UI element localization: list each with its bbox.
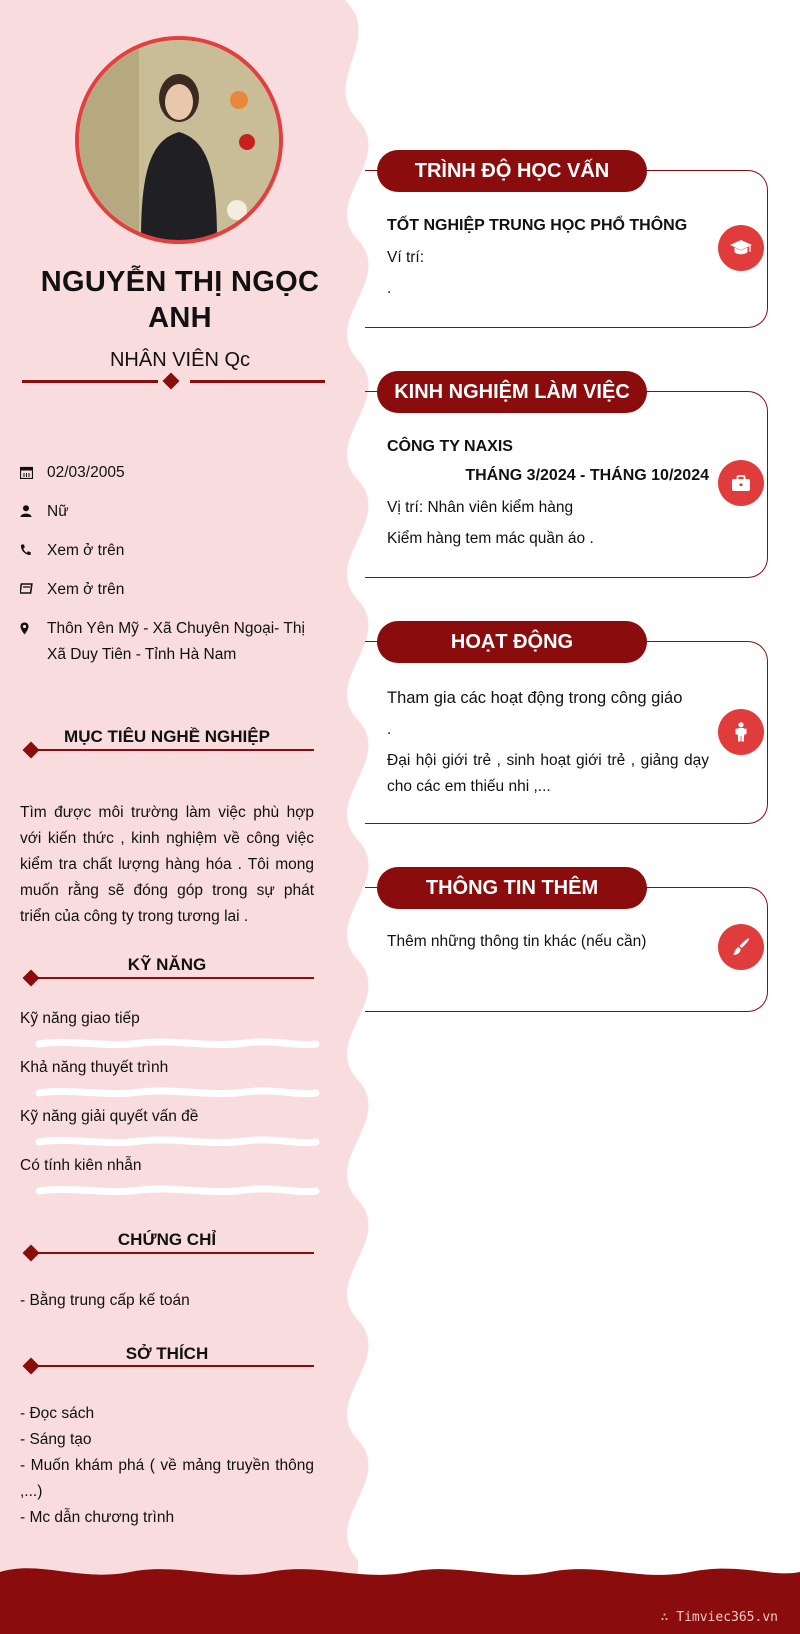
skill-level-wave <box>35 1185 320 1197</box>
education-title: TRÌNH ĐỘ HỌC VẤN <box>377 150 647 192</box>
additional-title: THÔNG TIN THÊM <box>377 867 647 909</box>
education-position: Ví trí: <box>387 249 425 266</box>
education-school: TỐT NGHIỆP TRUNG HỌC PHỔ THÔNG <box>387 217 688 234</box>
skill-item: Có tính kiên nhẫn <box>20 1157 142 1174</box>
activities-title: HOẠT ĐỘNG <box>377 621 647 663</box>
map-marker-icon <box>20 616 47 668</box>
paintbrush-icon <box>718 924 764 970</box>
additional-text: Thêm những thông tin khác (nếu cần) <box>387 933 647 950</box>
envelope-icon <box>20 577 47 603</box>
contact-gender <box>20 499 320 525</box>
profile-photo <box>75 36 283 244</box>
email-value: Xem ở trên <box>47 581 125 598</box>
gender-value: Nữ <box>47 503 69 520</box>
footer-watermark[interactable]: ∴ Timviec365.vn <box>660 1610 778 1625</box>
skill-item: Kỹ năng giải quyết vấn đề <box>20 1108 199 1125</box>
contact-email <box>20 577 320 603</box>
title-divider-left <box>22 380 158 383</box>
objective-text: Tìm được môi trường làm việc phù hợp với kiến thức , kinh nghiệm về công việc kiểm tra chất lượng hàng hóa . Tôi mong muốn rằng sẽ đóng góp trong sự phát triển của công ty trong tương lai . <box>20 804 314 925</box>
education-box <box>365 170 768 328</box>
person-icon <box>718 709 764 755</box>
skill-item: Kỹ năng giao tiếp <box>20 1010 140 1027</box>
hobbies-title: SỞ THÍCH <box>125 1344 209 1363</box>
education-detail: . <box>387 280 392 297</box>
user-icon <box>20 499 47 525</box>
certificate-item: - Bằng trung cấp kế toán <box>20 1292 190 1309</box>
skill-level-wave <box>35 1087 320 1099</box>
skill-level-wave <box>35 1136 320 1148</box>
experience-period: THÁNG 3/2024 - THÁNG 10/2024 <box>465 467 709 484</box>
hobby-item: - Sáng tạo <box>20 1431 92 1448</box>
birthday-value: 02/03/2005 <box>47 464 125 481</box>
certificates-title: CHỨNG CHỈ <box>117 1230 217 1249</box>
experience-company: CÔNG TY NAXIS <box>387 438 513 455</box>
skill-item: Khả năng thuyết trình <box>20 1059 169 1076</box>
phone-value: Xem ở trên <box>47 542 125 559</box>
skill-level-wave <box>35 1038 320 1050</box>
certificates-underline <box>32 1252 314 1254</box>
contact-address <box>20 616 320 668</box>
hobbies-list <box>20 1401 314 1531</box>
hobby-item: - Mc dẫn chương trình <box>20 1509 175 1526</box>
objective-underline <box>32 749 314 751</box>
address-value: Thôn Yên Mỹ - Xã Chuyên Ngoại- Thị Xã Duy Tiên - Tỉnh Hà Nam <box>47 620 305 663</box>
experience-title: KINH NGHIỆM LÀM VIỆC <box>377 371 647 413</box>
title-divider-right <box>190 380 325 383</box>
hobby-item: - Muốn khám phá ( về mảng truyền thông ,...) <box>20 1457 314 1500</box>
contact-phone <box>20 538 320 564</box>
experience-position: Vị trí: Nhân viên kiểm hàng <box>387 499 574 516</box>
activities-line3: Đại hội giới trẻ , sinh hoạt giới trẻ , giảng dạy cho các em thiếu nhi ,... <box>387 752 709 795</box>
graduation-cap-icon <box>718 225 764 271</box>
skills-title: KỸ NĂNG <box>127 955 207 974</box>
activities-line1: Tham gia các hoạt động trong công giáo <box>387 689 683 707</box>
calendar-icon <box>20 460 47 486</box>
candidate-name: NGUYỄN THỊ NGỌC ANH <box>40 266 320 334</box>
hobbies-underline <box>32 1365 314 1367</box>
hobby-item: - Đọc sách <box>20 1405 95 1422</box>
phone-icon <box>20 538 47 564</box>
experience-detail: Kiểm hàng tem mác quần áo . <box>387 530 594 547</box>
job-title: NHÂN VIÊN Qc <box>109 349 251 371</box>
activities-line2: . <box>387 721 392 738</box>
objective-title: MỤC TIÊU NGHỀ NGHIỆP <box>64 727 270 746</box>
briefcase-icon <box>718 460 764 506</box>
skills-underline <box>32 977 314 979</box>
contact-birthday <box>20 460 320 486</box>
